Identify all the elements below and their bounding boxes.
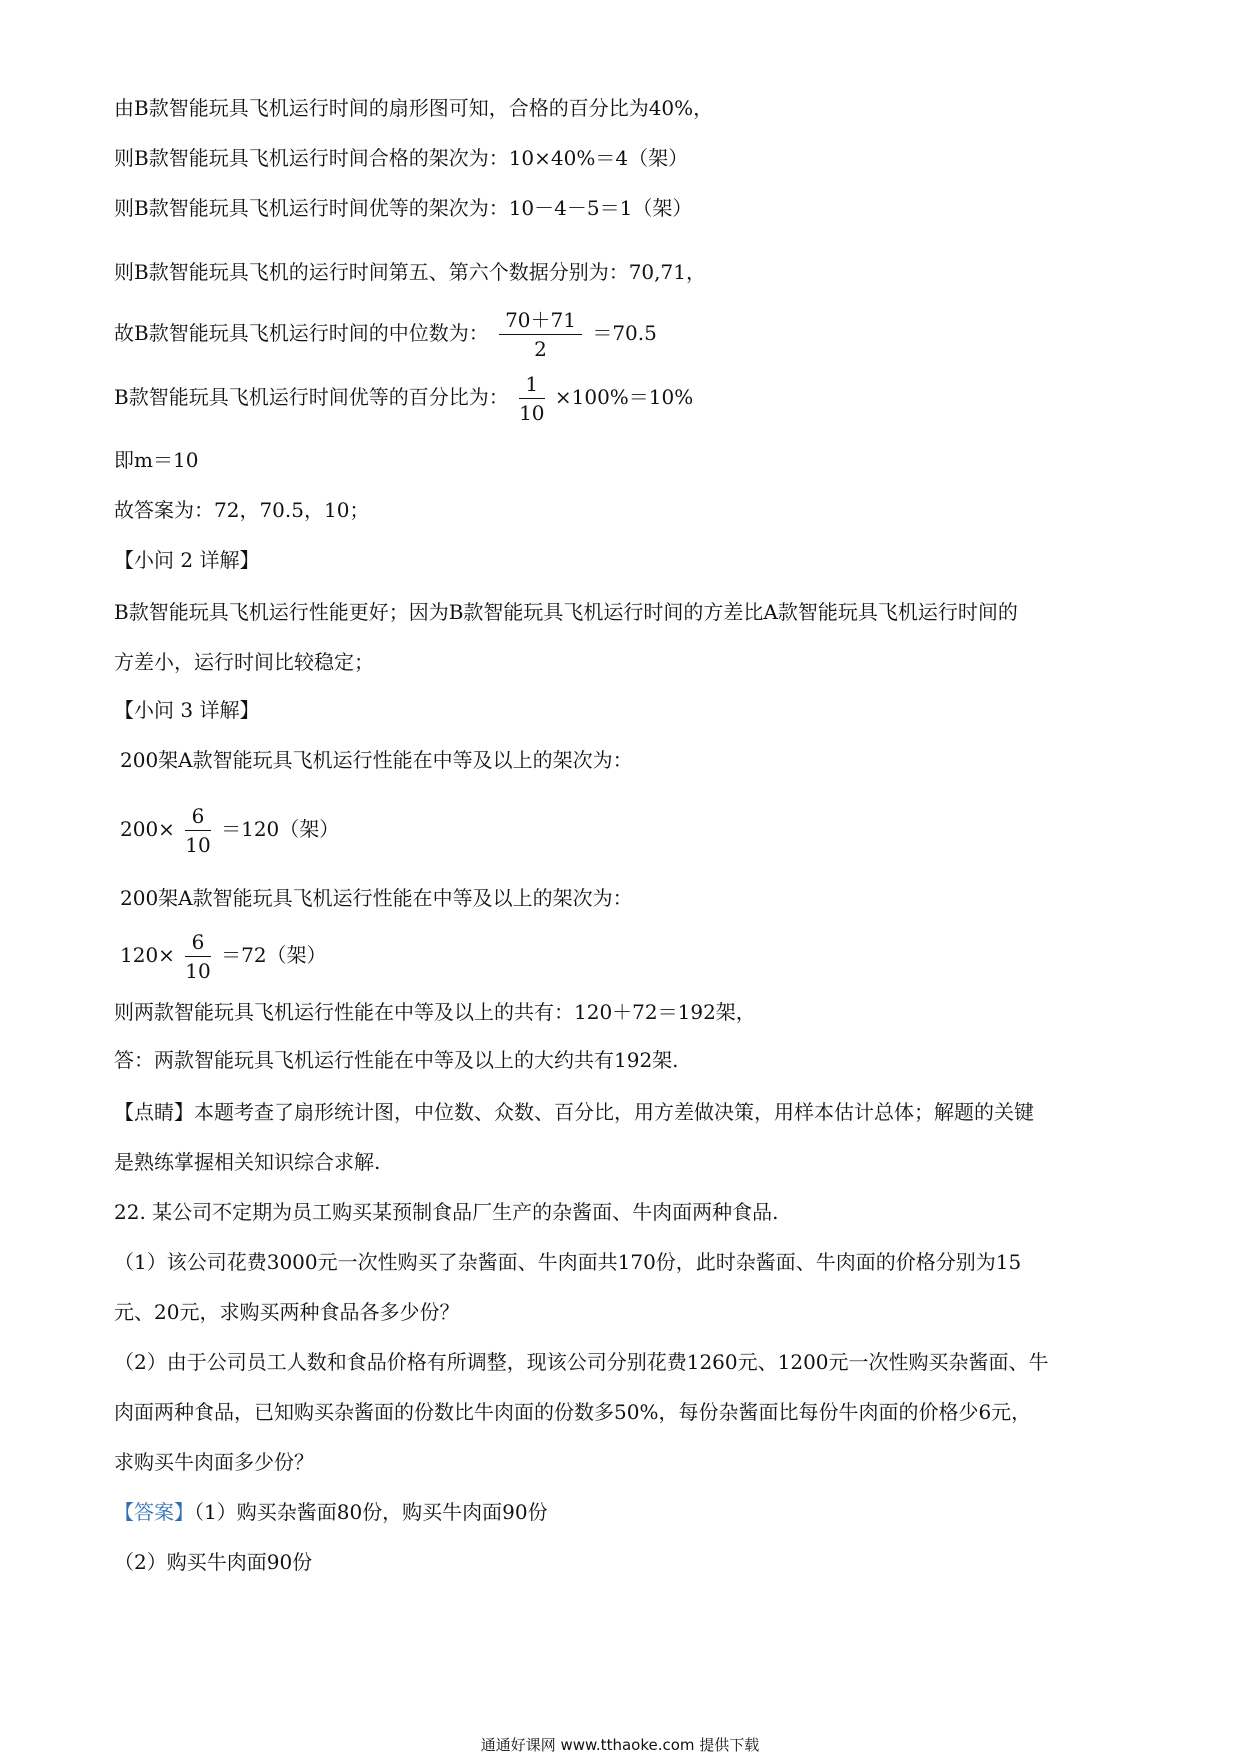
fraction — [185, 930, 210, 983]
text-line: 则两款智能玩具飞机运行性能在中等及以上的共有：120＋72＝192架， — [114, 1000, 756, 1024]
answer-line — [114, 1498, 548, 1526]
numerator: 6 — [185, 930, 210, 957]
text-line: 即m＝10 — [114, 448, 199, 472]
text-line: B款智能玩具飞机运行性能更好；因为B款智能玩具飞机运行时间的方差比A款智能玩具飞机运行时间的 — [114, 600, 1018, 624]
text: ×100%＝10% — [554, 385, 694, 409]
text-line: 故答案为：72，70.5，10； — [114, 498, 370, 522]
denominator: 2 — [534, 337, 547, 361]
text-line: （2）由于公司员工人数和食品价格有所调整，现该公司分别花费1260元、1200元一次性购买杂酱面、牛 — [114, 1350, 1049, 1374]
text: 200× — [120, 817, 175, 841]
text-line: 元、20元，求购买两种食品各多少份？ — [114, 1300, 460, 1324]
median-formula-line — [114, 308, 657, 361]
answer-text: （1）购买杂酱面80份，购买牛肉面90份 — [194, 1500, 548, 1524]
text-line: 200架A款智能玩具飞机运行性能在中等及以上的架次为： — [120, 886, 633, 910]
fraction — [499, 308, 582, 361]
formula-line — [120, 804, 339, 857]
text-line: 【点睛】本题考查了扇形统计图，中位数、众数、百分比，用方差做决策，用样本估计总体；解题的关键 — [114, 1100, 1034, 1124]
numerator: 70＋71 — [499, 308, 582, 335]
text: ＝72（架） — [221, 943, 327, 967]
numerator: 1 — [519, 372, 544, 399]
denominator: 10 — [185, 833, 211, 857]
question-title: 22. 某公司不定期为员工购买某预制食品厂生产的杂酱面、牛肉面两种食品. — [114, 1200, 779, 1224]
text: ＝120（架） — [221, 817, 340, 841]
text: B款智能玩具飞机运行时间优等的百分比为： — [114, 385, 509, 409]
text-line: 方差小，运行时间比较稳定； — [114, 650, 374, 674]
answer-line: （2）购买牛肉面90份 — [114, 1550, 313, 1574]
section-heading: 【小问 2 详解】 — [114, 548, 260, 572]
text-line: 200架A款智能玩具飞机运行性能在中等及以上的架次为： — [120, 748, 633, 772]
text-line: （1）该公司花费3000元一次性购买了杂酱面、牛肉面共170份，此时杂酱面、牛肉面的价格分别为15 — [114, 1250, 1022, 1274]
percent-formula-line — [114, 372, 693, 425]
text: 故B款智能玩具飞机运行时间的中位数为： — [114, 321, 489, 345]
text-line: 肉面两种食品，已知购买杂酱面的份数比牛肉面的份数多50%，每份杂酱面比每份牛肉面的价格少6元， — [114, 1400, 1032, 1424]
text-line: 由B款智能玩具飞机运行时间的扇形图可知，合格的百分比为40%， — [114, 96, 714, 120]
numerator: 6 — [185, 804, 210, 831]
text-line: 则B款智能玩具飞机的运行时间第五、第六个数据分别为：70,71， — [114, 260, 706, 284]
section-heading: 【小问 3 详解】 — [114, 698, 260, 722]
fraction — [185, 804, 210, 857]
text: ＝70.5 — [592, 321, 657, 345]
text: 120× — [120, 943, 175, 967]
text-line: 答：两款智能玩具飞机运行性能在中等及以上的大约共有192架. — [114, 1048, 679, 1072]
text-line: 则B款智能玩具飞机运行时间优等的架次为：10－4－5＝1（架） — [114, 196, 693, 220]
formula-line — [120, 930, 327, 983]
fraction — [519, 372, 544, 425]
text-line: 是熟练掌握相关知识综合求解. — [114, 1150, 381, 1174]
page-footer: 通通好课网 www.tthaoke.com 提供下载 — [480, 1736, 760, 1754]
denominator: 10 — [185, 959, 211, 983]
text-line: 则B款智能玩具飞机运行时间合格的架次为：10×40%＝4（架） — [114, 146, 689, 170]
text-line: 求购买牛肉面多少份？ — [114, 1450, 314, 1474]
denominator: 10 — [519, 401, 545, 425]
answer-label: 【答案】 — [114, 1500, 194, 1524]
